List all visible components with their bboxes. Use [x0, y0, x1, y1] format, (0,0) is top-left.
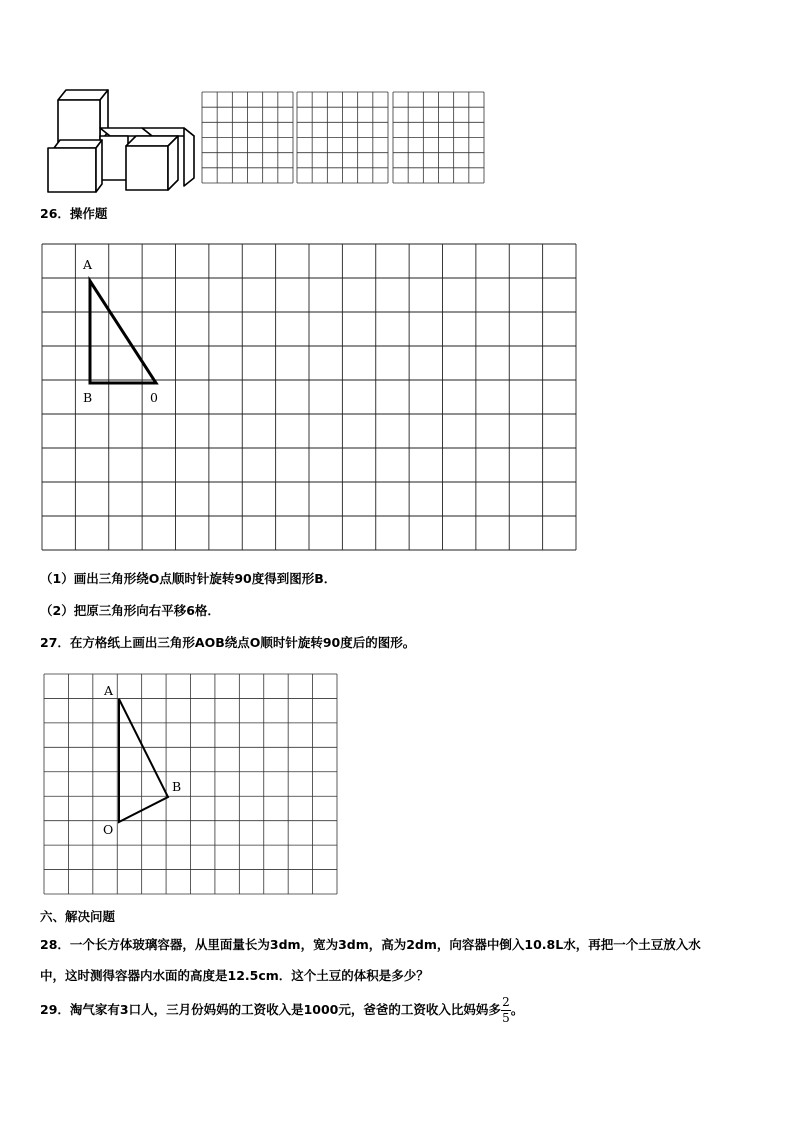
q26-label-b: B [83, 390, 93, 405]
q26-instruction-1: （1）画出三角形绕O点顺时针旋转90度得到图形B． [40, 571, 337, 586]
q27-text: 27．在方格纸上画出三角形AOB绕点O顺时针旋转90度后的图形。 [40, 635, 416, 650]
q28-line-2: 中，这时测得容器内水面的高度是12.5cm．这个土豆的体积是多少？ [40, 968, 429, 983]
answer-grid-3 [393, 92, 485, 184]
q29-text-before: 29．淘气家有3口人，三月份妈妈的工资收入是1000元，爸爸的工资收入比妈妈多 [40, 1002, 501, 1018]
q27-label-b: B [172, 779, 182, 794]
q29-text [40, 996, 523, 1025]
answer-grid-1 [202, 92, 294, 184]
q29-fraction-denominator: 5 [502, 1011, 510, 1026]
q27-label-a: A [104, 683, 114, 698]
q26-label-o: 0 [150, 390, 158, 405]
q26-instruction-2: （2）把原三角形向右平移6格． [40, 603, 220, 618]
q27-triangle-aob [44, 674, 338, 896]
answer-grid-2 [297, 92, 389, 184]
q29-text-after: 。 [510, 1002, 524, 1018]
q27-label-o: O [103, 822, 114, 837]
q29-fraction [501, 996, 511, 1025]
q26-triangle-aob [42, 244, 578, 552]
q28-line-1: 28．一个长方体玻璃容器，从里面量长为3dm，宽为3dm，高为2dm，向容器中倒入10.8L水，再把一个土豆放入水 [40, 937, 701, 952]
q29-fraction-numerator: 2 [502, 995, 510, 1009]
section-6-heading: 六、解决问题 [40, 909, 116, 924]
q26-heading: 26．操作题 [40, 206, 108, 221]
q26-label-a: A [83, 257, 93, 272]
cube-stack-figure [44, 86, 194, 196]
